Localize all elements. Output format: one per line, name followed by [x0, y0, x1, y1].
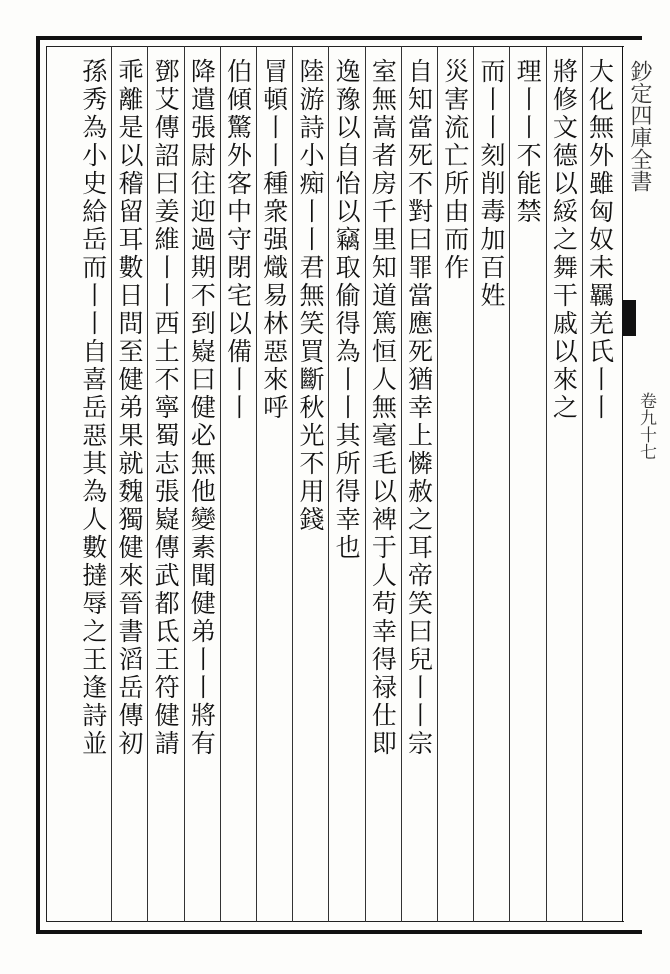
- column-text: 理丨丨不能禁: [513, 58, 543, 226]
- column-rule: [292, 46, 293, 922]
- text-column: [328, 58, 364, 562]
- text-column: [546, 58, 582, 422]
- column-text: 將修文德以綏之舞干戚以來之: [549, 58, 579, 422]
- column-rule: [509, 46, 510, 922]
- column-rule: [437, 46, 438, 922]
- column-text: 陸游詩小痴丨丨君無笑買斷秋光不用錢: [295, 58, 325, 534]
- column-rule: [220, 46, 221, 922]
- text-column: [184, 58, 220, 758]
- column-text: 冒頓丨丨種衆强熾易林惡來呼: [259, 58, 289, 422]
- column-rule: [365, 46, 366, 922]
- text-column: [365, 58, 401, 758]
- column-text: 室無嵩者房千里知道篤恒人無毫毛以裨于人苟幸得禄仕即: [368, 58, 398, 758]
- column-rule: [473, 46, 474, 922]
- column-rule: [111, 46, 112, 922]
- text-column: [437, 58, 473, 282]
- column-text: 伯傾驚外客中守閉宅以備丨丨: [223, 58, 253, 422]
- column-text: 大化無外雖匈奴未羈羌氏丨丨: [585, 58, 615, 422]
- column-rule: [401, 46, 402, 922]
- column-rule: [328, 46, 329, 922]
- text-column: [509, 58, 545, 226]
- column-text: 降遣張尉往迎過期不到嶷曰健必無他變素聞健弟丨丨將有: [187, 58, 217, 758]
- column-text: 孫秀為小史給岳而丨丨自喜岳惡其為人數撻辱之王逢詩並: [78, 58, 108, 758]
- text-column: [582, 58, 618, 422]
- column-rule: [256, 46, 257, 922]
- column-text: 逸豫以自怡以竊取偷得為丨丨其所得幸也: [332, 58, 362, 562]
- text-column: [75, 58, 111, 758]
- fishtail-mark: [622, 300, 636, 336]
- column-rule: [147, 46, 148, 922]
- text-column: [220, 58, 256, 422]
- column-text: 災害流亡所由而作: [440, 58, 470, 282]
- column-rule: [582, 46, 583, 922]
- text-column: [147, 58, 183, 758]
- text-column: [111, 58, 147, 758]
- margin-rule: [622, 46, 623, 922]
- column-text: 自知當死不對曰罪當應死猶幸上憐赦之耳帝笑曰兒丨丨宗: [404, 58, 434, 758]
- text-column: [292, 58, 328, 534]
- margin-juan: 卷九十七: [636, 392, 656, 460]
- margin-title: 鈔定四庫全書: [627, 60, 652, 192]
- text-column: [256, 58, 292, 422]
- column-rule: [546, 46, 547, 922]
- text-column: [473, 58, 509, 310]
- column-text: 乖離是以稽留耳數日問至健弟果就魏獨健來晉書滔岳傳初: [114, 58, 144, 758]
- column-text: 鄧艾傳詔曰姜維丨丨西土不寧蜀志張嶷傳武都氐王符健請: [151, 58, 181, 758]
- text-column: [401, 58, 437, 758]
- column-rule: [184, 46, 185, 922]
- column-text: 而丨丨刻削毒加百姓: [476, 58, 506, 310]
